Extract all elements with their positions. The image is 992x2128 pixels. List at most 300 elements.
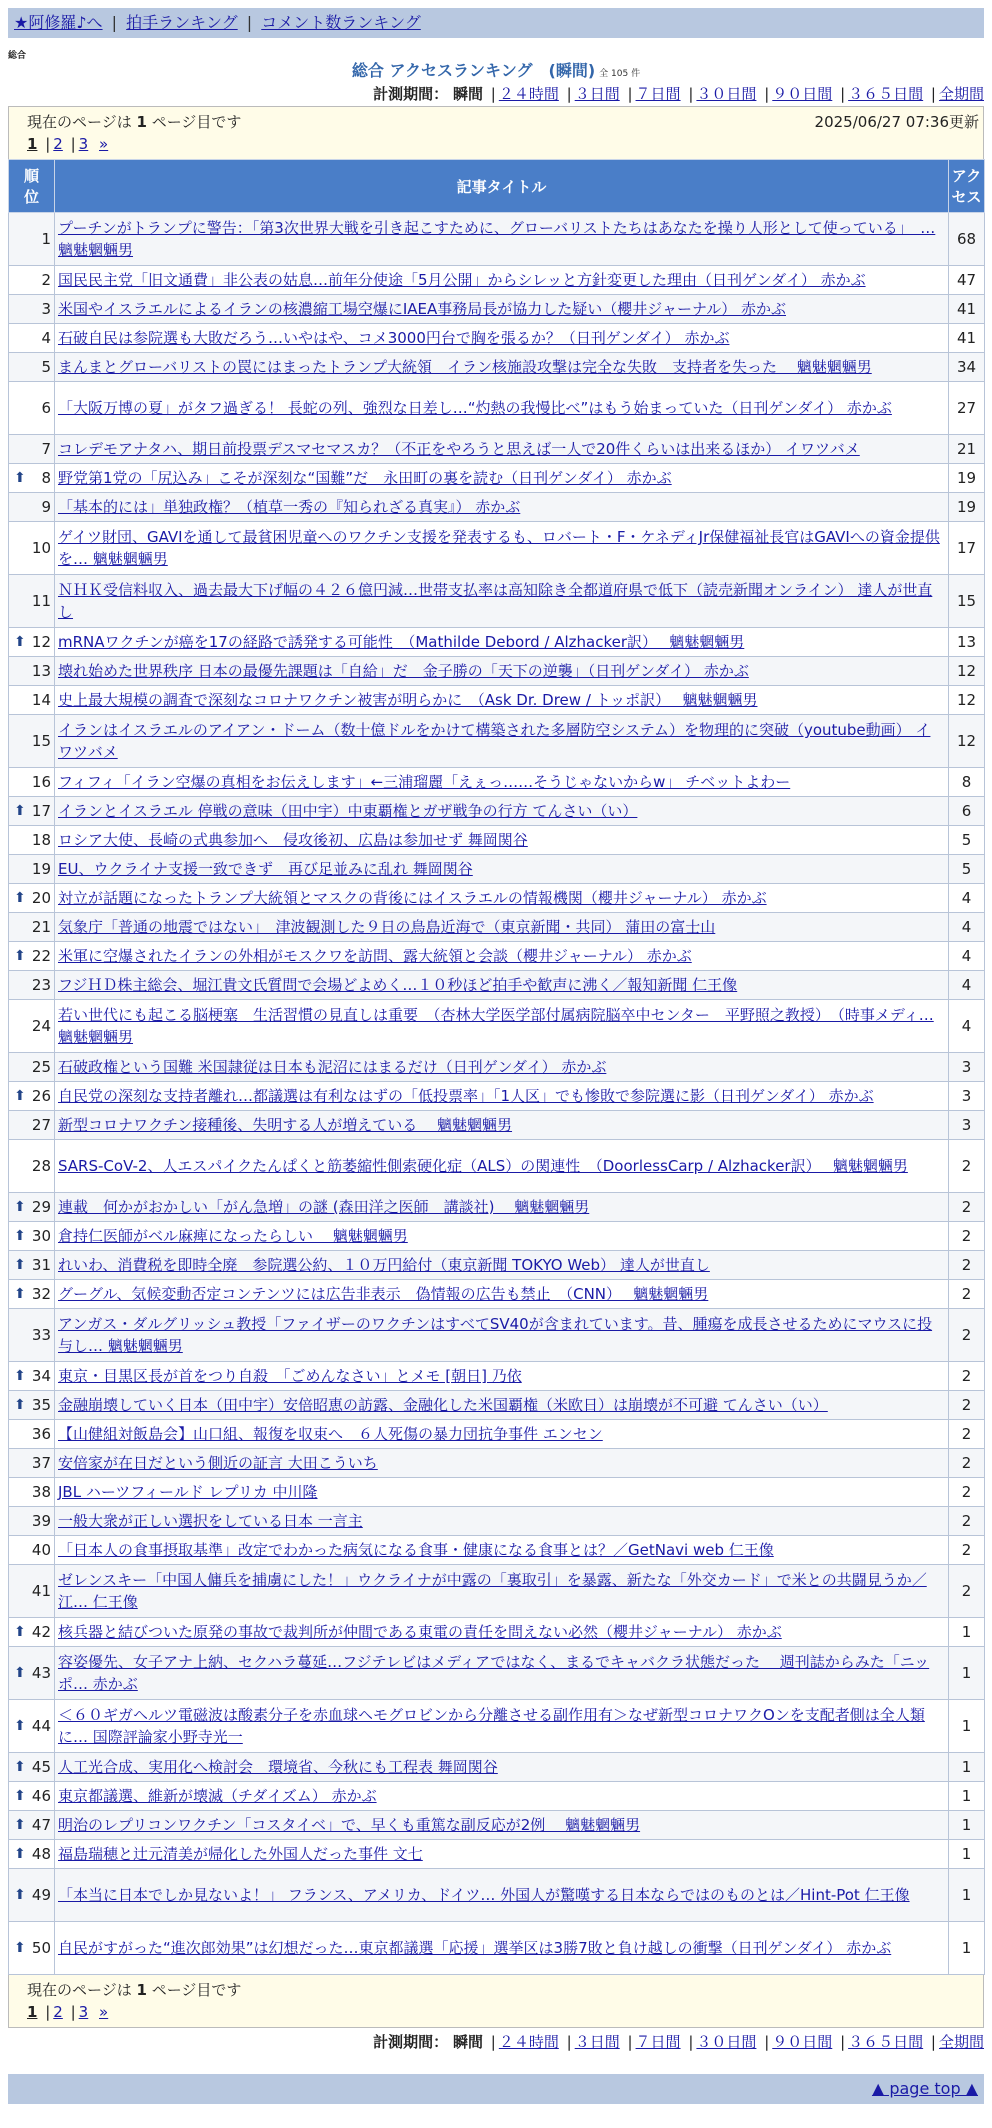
page bbox=[8, 0, 984, 2104]
rank-up-arrow-icon: ⬆ bbox=[14, 1846, 26, 1862]
period-3d-link[interactable]: ３日間 bbox=[574, 85, 620, 103]
rank-up-arrow-icon: ⬆ bbox=[14, 803, 26, 819]
title-cell bbox=[55, 1222, 949, 1251]
rank-cell bbox=[9, 686, 55, 715]
title-cell bbox=[55, 913, 949, 942]
article-link[interactable]: グーグル、気候変動否定コンテンツには広告非表示 偽情報の広告も禁止 （CNN） 魑魅魍魎男 bbox=[58, 1285, 709, 1303]
rank-number: 34 bbox=[31, 1367, 51, 1385]
period-selector: 計測期間： 瞬間 | ２４時間 | ３日間 | ７日間 | ３０日間 | ９０日間 | ３６５日間 | 全期間 bbox=[373, 85, 984, 103]
table-row bbox=[9, 522, 985, 575]
access-count: 34 bbox=[949, 353, 985, 382]
article-link[interactable]: 核兵器と結びついた原発の事故で裁判所が仲間である東電の責任を問えない必然（櫻井ジャーナル） 赤かぶ bbox=[58, 1623, 782, 1641]
page-info: 現在のページは 1 ページ目です bbox=[27, 1981, 242, 1999]
title-cell bbox=[55, 464, 949, 493]
article-link[interactable]: JBL ハーツフィールド レプリカ 中川隆 bbox=[58, 1483, 318, 1501]
period-30d-link[interactable]: ３０日間 bbox=[696, 2033, 757, 2051]
article-link[interactable]: 金融崩壊していく日本（田中宇）安倍昭恵の訪露、金融化した米国覇権（米欧日）は崩壊が不可避 てんさい（い） bbox=[58, 1396, 828, 1414]
rank-cell bbox=[9, 1507, 55, 1536]
rank-cell bbox=[9, 1922, 55, 1975]
access-count: 5 bbox=[949, 826, 985, 855]
rank-number: 20 bbox=[31, 889, 51, 907]
next-page-link[interactable]: » bbox=[99, 2003, 109, 2021]
period-all-link[interactable]: 全期間 bbox=[938, 2033, 984, 2051]
rank-up-arrow-icon: ⬆ bbox=[14, 1088, 26, 1104]
title-cell bbox=[55, 768, 949, 797]
title-cell bbox=[55, 1280, 949, 1309]
rank-number: 17 bbox=[31, 802, 51, 820]
rank-cell bbox=[9, 1647, 55, 1700]
table-row bbox=[9, 1140, 985, 1193]
rank-number: 25 bbox=[31, 1058, 51, 1076]
access-count: 1 bbox=[949, 1618, 985, 1647]
title-cell bbox=[55, 1420, 949, 1449]
table-row bbox=[9, 1000, 985, 1053]
rank-number: 37 bbox=[31, 1454, 51, 1472]
period-current: 瞬間 bbox=[452, 2033, 483, 2051]
rank-up-arrow-icon: ⬆ bbox=[14, 1788, 26, 1804]
rank-up-arrow-icon: ⬆ bbox=[14, 1887, 26, 1903]
rank-cell bbox=[9, 971, 55, 1000]
title-cell bbox=[55, 1193, 949, 1222]
page-info: 現在のページは 1 ページ目です bbox=[27, 113, 242, 131]
period-7d-link[interactable]: ７日間 bbox=[635, 2033, 681, 2051]
rank-number: 1 bbox=[41, 230, 51, 248]
access-count: 1 bbox=[949, 1869, 985, 1922]
home-link[interactable]: ★阿修羅♪へ bbox=[14, 13, 103, 32]
rank-cell bbox=[9, 1082, 55, 1111]
period-24h-link[interactable]: ２４時間 bbox=[498, 2033, 559, 2051]
article-link[interactable]: イランとイスラエル 停戦の意味（田中宇）中東覇権とガザ戦争の行方 てんさい（い） bbox=[58, 802, 638, 820]
article-link[interactable]: 「大阪万博の夏」がタフ過ぎる！ 長蛇の列、強烈な日差し…“灼熱の我慢比べ”はもう始まっていた（日刊ゲンダイ） 赤かぶ bbox=[58, 399, 892, 417]
title-cell bbox=[55, 295, 949, 324]
table-row bbox=[9, 1280, 985, 1309]
title-header: 記事タイトル bbox=[55, 160, 949, 213]
access-count: 2 bbox=[949, 1565, 985, 1618]
title-cell bbox=[55, 522, 949, 575]
comment-ranking-link[interactable]: コメント数ランキング bbox=[261, 13, 421, 32]
access-count: 4 bbox=[949, 884, 985, 913]
title-cell bbox=[55, 1922, 949, 1975]
title-cell bbox=[55, 1140, 949, 1193]
article-link[interactable]: 東京・目黒区長が首をつり自殺 「ごめんなさい」とメモ [朝日] 乃依 bbox=[58, 1367, 522, 1385]
table-row bbox=[9, 1647, 985, 1700]
access-count: 2 bbox=[949, 1507, 985, 1536]
total-count: 全 105 件 bbox=[599, 69, 641, 79]
rank-number: 24 bbox=[31, 1017, 51, 1035]
ranking-table bbox=[8, 159, 985, 1975]
ranking-rows bbox=[9, 213, 985, 1975]
table-row bbox=[9, 1053, 985, 1082]
title-cell bbox=[55, 855, 949, 884]
table-row bbox=[9, 1565, 985, 1618]
table-row bbox=[9, 213, 985, 266]
rank-up-arrow-icon: ⬆ bbox=[14, 634, 26, 650]
article-link[interactable]: 新型コロナワクチン接種後、失明する人が増えている 魑魅魍魎男 bbox=[58, 1116, 513, 1134]
rank-number: 46 bbox=[31, 1787, 51, 1805]
next-page-link[interactable]: » bbox=[99, 135, 109, 153]
table-row bbox=[9, 1362, 985, 1391]
rank-number: 11 bbox=[31, 592, 51, 610]
rank-cell bbox=[9, 1618, 55, 1647]
current-page: 1 bbox=[27, 135, 38, 153]
access-count: 2 bbox=[949, 1420, 985, 1449]
rank-number: 4 bbox=[41, 329, 51, 347]
rank-cell bbox=[9, 797, 55, 826]
title-cell bbox=[55, 657, 949, 686]
table-row bbox=[9, 1782, 985, 1811]
table-row bbox=[9, 826, 985, 855]
article-link[interactable]: ＮＨＫ受信料収入、過去最大下げ幅の４２６億円減…世帯支払率は高知除き全都道府県で低下（読売新聞オンライン） 達人が世直し bbox=[58, 581, 933, 621]
rank-cell bbox=[9, 1869, 55, 1922]
rank-number: 9 bbox=[41, 498, 51, 516]
page-top-link[interactable]: ▲ page top ▲ bbox=[871, 2079, 978, 2098]
rank-number: 42 bbox=[31, 1623, 51, 1641]
article-link[interactable]: 一般大衆が正しい選択をしている日本 一言主 bbox=[58, 1512, 363, 1530]
access-count: 1 bbox=[949, 1782, 985, 1811]
article-link[interactable]: アンガス・ダルグリッシュ教授「ファイザーのワクチンはすべてSV40が含まれています。昔、腫瘍を成長させるためにマウスに投与し… 魑魅魍魎男 bbox=[58, 1315, 933, 1355]
access-count: 3 bbox=[949, 1082, 985, 1111]
period-7d-link[interactable]: ７日間 bbox=[635, 85, 681, 103]
table-header bbox=[9, 160, 985, 213]
top-nav-bar bbox=[8, 8, 984, 38]
page-link-3[interactable]: 3 bbox=[78, 135, 89, 153]
access-count: 2 bbox=[949, 1193, 985, 1222]
period-3d-link[interactable]: ３日間 bbox=[574, 2033, 620, 2051]
title-cell bbox=[55, 1753, 949, 1782]
rank-number: 18 bbox=[31, 831, 51, 849]
table-row bbox=[9, 1111, 985, 1140]
article-link[interactable]: イランはイスラエルのアイアン・ドーム（数十億ドルをかけて構築された多層防空システム）を物理的に突破（youtube動画） イワツバメ bbox=[58, 721, 931, 761]
rank-number: 38 bbox=[31, 1483, 51, 1501]
rank-cell bbox=[9, 1362, 55, 1391]
rank-number: 39 bbox=[31, 1512, 51, 1530]
rank-number: 10 bbox=[31, 539, 51, 557]
rank-up-arrow-icon: ⬆ bbox=[14, 890, 26, 906]
rank-cell bbox=[9, 295, 55, 324]
rank-cell bbox=[9, 493, 55, 522]
title-cell bbox=[55, 353, 949, 382]
nav-separator: | bbox=[111, 13, 118, 32]
article-link[interactable]: 東京都議選、維新が壊滅（チダイズム） 赤かぶ bbox=[58, 1787, 377, 1805]
table-row bbox=[9, 435, 985, 464]
table-row bbox=[9, 686, 985, 715]
title-cell bbox=[55, 382, 949, 435]
table-row bbox=[9, 1082, 985, 1111]
table-row bbox=[9, 1193, 985, 1222]
article-link[interactable]: ロシア大使、長崎の式典参加へ 侵攻後初、広島は参加せず 舞岡関谷 bbox=[58, 831, 528, 849]
rank-number: 49 bbox=[31, 1886, 51, 1904]
rank-cell bbox=[9, 1111, 55, 1140]
rank-number: 2 bbox=[41, 271, 51, 289]
rank-cell bbox=[9, 1053, 55, 1082]
access-count: 15 bbox=[949, 575, 985, 628]
article-link[interactable]: 国民民主党「旧文通費」非公表の姑息…前年分使途「5月公開」からシレッと方針変更した理由（日刊ゲンダイ） 赤かぶ bbox=[58, 271, 866, 289]
rank-cell bbox=[9, 1478, 55, 1507]
table-row bbox=[9, 797, 985, 826]
rank-number: 22 bbox=[31, 947, 51, 965]
table-row bbox=[9, 1222, 985, 1251]
article-link[interactable]: 自民がすがった“進次郎効果”は幻想だった…東京都議選「応援」選挙区は3勝7敗と負け越しの衝撃（日刊ゲンダイ） 赤かぶ bbox=[58, 1939, 892, 1957]
rank-cell bbox=[9, 1251, 55, 1280]
title-cell bbox=[55, 1782, 949, 1811]
table-row bbox=[9, 1869, 985, 1922]
rank-number: 32 bbox=[31, 1285, 51, 1303]
article-link[interactable]: 明治のレプリコンワクチン「コスタイベ」で、早くも重篤な副反応が2例 魑魅魍魎男 bbox=[58, 1816, 641, 1834]
access-count: 4 bbox=[949, 971, 985, 1000]
rank-number: 30 bbox=[31, 1227, 51, 1245]
access-count: 47 bbox=[949, 266, 985, 295]
table-row bbox=[9, 628, 985, 657]
rank-number: 6 bbox=[41, 399, 51, 417]
table-row bbox=[9, 324, 985, 353]
access-count: 5 bbox=[949, 855, 985, 884]
article-link[interactable]: 安倍家が在日だという側近の証言 大田こういち bbox=[58, 1454, 378, 1472]
title-cell bbox=[55, 1700, 949, 1753]
table-row bbox=[9, 884, 985, 913]
rank-cell bbox=[9, 266, 55, 295]
table-row bbox=[9, 1536, 985, 1565]
access-count: 2 bbox=[949, 1362, 985, 1391]
title-cell bbox=[55, 1082, 949, 1111]
access-count: 2 bbox=[949, 1309, 985, 1362]
article-link[interactable]: ゲイツ財団、GAVIを通して最貧困児童へのワクチン支援を発表するも、ロバート・F・ケネディJr保健福祉長官はGAVIへの資金提供を… 魑魅魍魎男 bbox=[58, 528, 940, 568]
article-link[interactable]: 気象庁「普通の地震ではない」 津波観測した９日の鳥島近海で（東京新聞・共同） 蒲田の富士山 bbox=[58, 918, 716, 936]
access-count: 27 bbox=[949, 382, 985, 435]
rank-cell bbox=[9, 464, 55, 493]
rank-up-arrow-icon: ⬆ bbox=[14, 1397, 26, 1413]
access-count: 12 bbox=[949, 715, 985, 768]
access-count: 2 bbox=[949, 1391, 985, 1420]
article-link[interactable]: フィフィ「イラン空爆の真相をお伝えします」←三浦瑠麗「えぇっ……そうじゃないからw」 チベットよわー bbox=[58, 773, 791, 791]
article-link[interactable]: 福島瑞穂と辻元清美が帰化した外国人だった事件 文七 bbox=[58, 1845, 423, 1863]
article-link[interactable]: プーチンがトランプに警告：「第3次世界大戦を引き起こすために、グローバリストたちはあなたを操り人形として使っている」 … 魑魅魍魎男 bbox=[58, 219, 936, 259]
rank-cell bbox=[9, 353, 55, 382]
rank-cell bbox=[9, 913, 55, 942]
period-365d-link[interactable]: ３６５日間 bbox=[848, 85, 924, 103]
rank-header: 順 位 bbox=[9, 160, 55, 213]
article-link[interactable]: 倉持仁医師がベル麻痺になったらしい 魑魅魍魎男 bbox=[58, 1227, 408, 1245]
period-all-link[interactable]: 全期間 bbox=[938, 85, 984, 103]
rank-number: 41 bbox=[31, 1582, 51, 1600]
rank-cell bbox=[9, 855, 55, 884]
ranking-title bbox=[8, 60, 984, 82]
period-365d-link[interactable]: ３６５日間 bbox=[848, 2033, 924, 2051]
access-count: 12 bbox=[949, 657, 985, 686]
table-row bbox=[9, 855, 985, 884]
title-cell bbox=[55, 628, 949, 657]
article-link[interactable]: 対立が話題になったトランプ大統領とマスクの背後にはイスラエルの情報機関（櫻井ジャーナル） 赤かぶ bbox=[58, 889, 767, 907]
rank-cell bbox=[9, 1753, 55, 1782]
rank-cell bbox=[9, 1565, 55, 1618]
article-link[interactable]: 史上最大規模の調査で深刻なコロナワクチン被害が明らかに （Ask Dr. Drew / トッポ訳） 魑魅魍魎男 bbox=[58, 691, 758, 709]
table-row bbox=[9, 1251, 985, 1280]
article-link[interactable]: 壊れ始めた世界秩序 日本の最優先課題は「自給」だ 金子勝の「天下の逆襲」（日刊ゲンダイ） 赤かぶ bbox=[58, 662, 749, 680]
title-cell bbox=[55, 213, 949, 266]
table-row bbox=[9, 1391, 985, 1420]
title-cell bbox=[55, 1362, 949, 1391]
rank-number: 36 bbox=[31, 1425, 51, 1443]
rank-cell bbox=[9, 715, 55, 768]
table-row bbox=[9, 768, 985, 797]
page-link-3[interactable]: 3 bbox=[78, 2003, 89, 2021]
rank-number: 29 bbox=[31, 1198, 51, 1216]
access-count: 4 bbox=[949, 1000, 985, 1053]
rank-number: 48 bbox=[31, 1845, 51, 1863]
rank-cell bbox=[9, 522, 55, 575]
table-row bbox=[9, 1449, 985, 1478]
table-row bbox=[9, 295, 985, 324]
title-cell bbox=[55, 575, 949, 628]
rank-up-arrow-icon: ⬆ bbox=[14, 1665, 26, 1681]
title-cell bbox=[55, 324, 949, 353]
access-count: 1 bbox=[949, 1922, 985, 1975]
rank-number: 45 bbox=[31, 1758, 51, 1776]
access-count: 19 bbox=[949, 493, 985, 522]
article-link[interactable]: 連載 何かがおかしい「がん急増」の謎 (森田洋之医師 講談社) 魑魅魍魎男 bbox=[58, 1198, 590, 1216]
rank-cell bbox=[9, 1420, 55, 1449]
table-row bbox=[9, 1922, 985, 1975]
rank-cell bbox=[9, 1000, 55, 1053]
title-cell bbox=[55, 1811, 949, 1840]
rank-number: 19 bbox=[31, 860, 51, 878]
rank-number: 26 bbox=[31, 1087, 51, 1105]
article-link[interactable]: SARS-CoV-2、人エスパイクたんぱくと筋萎縮性側索硬化症（ALS）の関連性 （DoorlessCarp / Alzhacker訳） 魑魅魍魎男 bbox=[58, 1157, 908, 1175]
rank-number: 21 bbox=[31, 918, 51, 936]
rank-cell bbox=[9, 435, 55, 464]
access-count: 19 bbox=[949, 464, 985, 493]
article-link[interactable]: 「日本人の食事摂取基準」改定でわかった病気になる食事・健康になる食事とは？／GetNavi web 仁王像 bbox=[58, 1541, 774, 1559]
table-row bbox=[9, 266, 985, 295]
access-count: 1 bbox=[949, 1700, 985, 1753]
title-cell bbox=[55, 1309, 949, 1362]
rank-cell bbox=[9, 1391, 55, 1420]
rank-up-arrow-icon: ⬆ bbox=[14, 1759, 26, 1775]
access-count: 2 bbox=[949, 1140, 985, 1193]
bottom-bar bbox=[8, 2074, 984, 2104]
period-30d-link[interactable]: ３０日間 bbox=[696, 85, 757, 103]
title-cell bbox=[55, 715, 949, 768]
pagination-top bbox=[8, 106, 984, 159]
article-link[interactable]: 若い世代にも起こる脳梗塞 生活習慣の見直しは重要 （杏林大学医学部付属病院脳卒中センター 平野照之教授） （時事メディ… 魑魅魍魎男 bbox=[58, 1006, 934, 1046]
period-label: 計測期間： bbox=[373, 2033, 449, 2051]
article-link[interactable]: 【山健組対飯島会】山口組、報復を収束へ ６人死傷の暴力団抗争事件 エンセン bbox=[58, 1425, 603, 1443]
pagination-bottom bbox=[8, 1975, 984, 2028]
rank-cell bbox=[9, 884, 55, 913]
table-row bbox=[9, 1700, 985, 1753]
rank-cell bbox=[9, 382, 55, 435]
article-link[interactable]: 米国やイスラエルによるイランの核濃縮工場空爆にIAEA事務局長が協力した疑い（櫻井ジャーナル） 赤かぶ bbox=[58, 300, 786, 318]
rank-cell bbox=[9, 1449, 55, 1478]
rank-number: 43 bbox=[31, 1664, 51, 1682]
table-row bbox=[9, 913, 985, 942]
access-count: 21 bbox=[949, 435, 985, 464]
title-cell bbox=[55, 1000, 949, 1053]
rank-cell bbox=[9, 1811, 55, 1840]
rank-number: 8 bbox=[41, 469, 51, 487]
article-link[interactable]: まんまとグローバリストの罠にはまったトランプ大統領 イラン核施設攻撃は完全な失敗 支持者を失った 魑魅魍魎男 bbox=[58, 358, 872, 376]
title-cell bbox=[55, 1647, 949, 1700]
rank-cell bbox=[9, 575, 55, 628]
article-link[interactable]: 自民党の深刻な支持者離れ…都議選は有利なはずの「低投票率」「1人区」でも惨敗で参院選に影（日刊ゲンダイ） 赤かぶ bbox=[58, 1087, 874, 1105]
title-cell bbox=[55, 1478, 949, 1507]
rank-number: 33 bbox=[31, 1326, 51, 1344]
table-row bbox=[9, 971, 985, 1000]
rank-cell bbox=[9, 826, 55, 855]
period-90d-link[interactable]: ９０日間 bbox=[772, 85, 833, 103]
rank-up-arrow-icon: ⬆ bbox=[14, 1257, 26, 1273]
rank-up-arrow-icon: ⬆ bbox=[14, 1817, 26, 1833]
access-count: 4 bbox=[949, 913, 985, 942]
article-link[interactable]: 「基本的には」単独政権？（植草一秀の『知られざる真実』） 赤かぶ bbox=[58, 498, 521, 516]
access-count: 1 bbox=[949, 1811, 985, 1840]
access-count: 41 bbox=[949, 324, 985, 353]
clap-ranking-link[interactable]: 拍手ランキング bbox=[126, 13, 238, 32]
article-link[interactable]: 米軍に空爆されたイランの外相がモスクワを訪問、露大統領と会談（櫻井ジャーナル） 赤かぶ bbox=[58, 947, 692, 965]
article-link[interactable]: ゼレンスキー「中国人傭兵を捕虜にした！」ウクライナが中露の「裏取引」を暴露、新たな「外交カード」で米との共闘見うか／江… 仁王像 bbox=[58, 1571, 927, 1611]
access-count: 3 bbox=[949, 1111, 985, 1140]
article-link[interactable]: 人工光合成、実用化へ検討会 環境省、今秋にも工程表 舞岡関谷 bbox=[58, 1758, 498, 1776]
access-count: 3 bbox=[949, 1053, 985, 1082]
page-link-2[interactable]: 2 bbox=[53, 2003, 63, 2021]
count-header: アク セス bbox=[949, 160, 985, 213]
title-cell bbox=[55, 1869, 949, 1922]
period-24h-link[interactable]: ２４時間 bbox=[498, 85, 559, 103]
title-cell bbox=[55, 1111, 949, 1140]
rank-number: 27 bbox=[31, 1116, 51, 1134]
table-row bbox=[9, 1420, 985, 1449]
access-count: 2 bbox=[949, 1251, 985, 1280]
page-link-2[interactable]: 2 bbox=[53, 135, 63, 153]
article-link[interactable]: 石破自民は参院選も大敗だろう…いやはや、コメ3000円台で胸を張るか？（日刊ゲンダイ） 赤かぶ bbox=[58, 329, 730, 347]
access-count: 1 bbox=[949, 1753, 985, 1782]
table-row bbox=[9, 575, 985, 628]
title-cell bbox=[55, 1251, 949, 1280]
current-page: 1 bbox=[27, 2003, 38, 2021]
table-row bbox=[9, 1618, 985, 1647]
rank-up-arrow-icon: ⬆ bbox=[14, 1228, 26, 1244]
article-link[interactable]: れいわ、消費税を即時全廃 参院選公約、１０万円給付（東京新聞 TOKYO Web） 達人が世直し bbox=[58, 1256, 710, 1274]
article-link[interactable]: EU、ウクライナ支援一致できず 再び足並みに乱れ 舞岡関谷 bbox=[58, 860, 473, 878]
rank-cell bbox=[9, 628, 55, 657]
title-cell bbox=[55, 435, 949, 464]
article-link[interactable]: 容姿優先、女子アナ上納、セクハラ蔓延…フジテレビはメディアではなく、まるでキャバクラ状態だった 週刊誌からみた「ニッポ… 赤かぶ bbox=[58, 1653, 930, 1693]
article-link[interactable]: コレデモアナタハ、期日前投票デスマセマスカ？（不正をやろうと思えば一人で20件くらいは出来るほか） イワツバメ bbox=[58, 440, 860, 458]
rank-cell bbox=[9, 1280, 55, 1309]
table-row bbox=[9, 715, 985, 768]
period-90d-link[interactable]: ９０日間 bbox=[772, 2033, 833, 2051]
period-selector-bottom: 計測期間： 瞬間 | ２４時間 | ３日間 | ７日間 | ３０日間 | ９０日間 | ３６５日間 | 全期間 bbox=[373, 2033, 984, 2051]
rank-cell bbox=[9, 1222, 55, 1251]
table-row bbox=[9, 1811, 985, 1840]
rank-number: 28 bbox=[31, 1157, 51, 1175]
table-row bbox=[9, 1840, 985, 1869]
access-count: 1 bbox=[949, 1840, 985, 1869]
article-link[interactable]: mRNAワクチンが癌を17の経路で誘発する可能性 （Mathilde Debord / Alzhacker訳） 魑魅魍魎男 bbox=[58, 633, 745, 651]
rank-cell bbox=[9, 1782, 55, 1811]
rank-number: 14 bbox=[31, 691, 51, 709]
article-link[interactable]: 野党第1党の「尻込み」こそが深刻な“国難”だ 永田町の裏を読む（日刊ゲンダイ） 赤かぶ bbox=[58, 469, 672, 487]
article-link[interactable]: フジＨＤ株主総会、堀江貴文氏質問で会場どよめく…１０秒ほど拍手や歓声に沸く／報知新聞 仁王像 bbox=[58, 976, 738, 994]
rank-number: 44 bbox=[31, 1717, 51, 1735]
rank-number: 5 bbox=[41, 358, 51, 376]
rank-cell bbox=[9, 1140, 55, 1193]
article-link[interactable]: ＜６０ギガヘルツ電磁波は酸素分子を赤血球ヘモグロビンから分離させる副作用有＞なぜ新型コロナワクOンを支配者側は全人類に… 国際評論家小野寺光一 bbox=[58, 1706, 925, 1746]
title-cell bbox=[55, 686, 949, 715]
rank-number: 35 bbox=[31, 1396, 51, 1414]
article-link[interactable]: 石破政権という国難 米国隷従は日本も泥沼にはまるだけ（日刊ゲンダイ） 赤かぶ bbox=[58, 1058, 607, 1076]
table-row bbox=[9, 657, 985, 686]
article-link[interactable]: 「本当に日本でしか見ないよ！」 フランス、アメリカ、ドイツ… 外国人が驚嘆する日本ならではのものとは／Hint-Pot 仁王像 bbox=[58, 1886, 910, 1904]
